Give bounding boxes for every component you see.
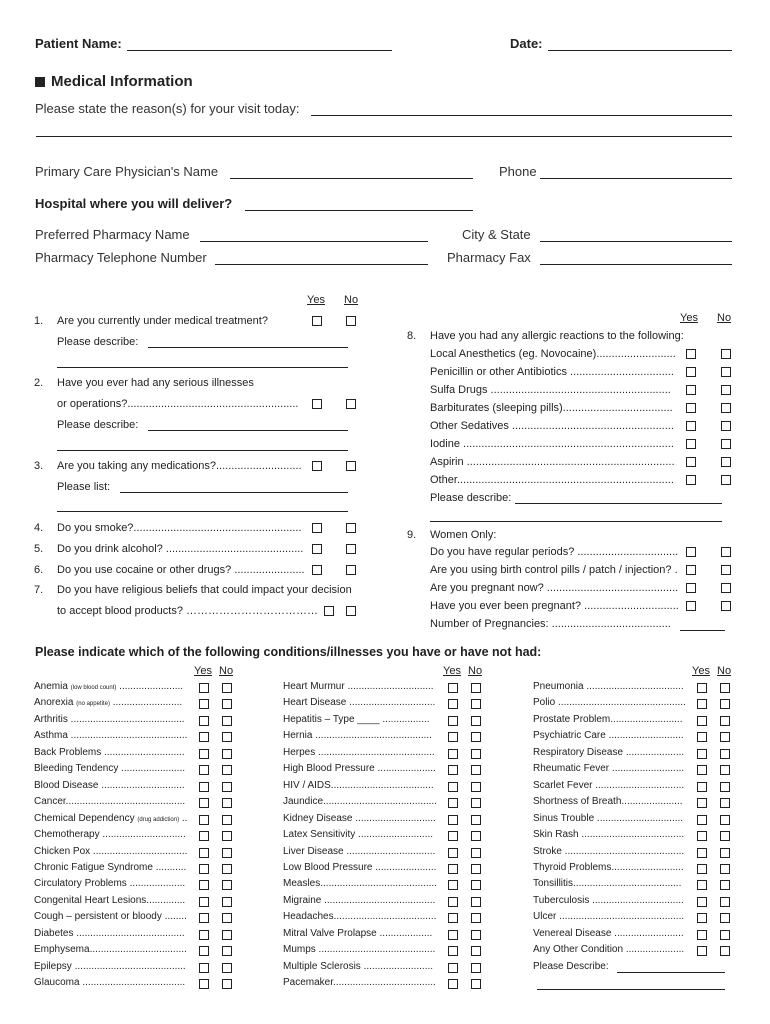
q6-number: 6.	[34, 564, 44, 576]
women-no-checkbox[interactable]	[721, 601, 731, 611]
allergy-no-checkbox[interactable]	[721, 367, 731, 377]
q5-number: 5.	[34, 543, 44, 555]
condition-no-checkbox[interactable]	[471, 963, 481, 973]
q8-text: Have you had any allergic reactions to the following:	[430, 330, 684, 342]
q1-yes-checkbox[interactable]	[312, 316, 322, 326]
condition-yes-checkbox[interactable]	[697, 864, 707, 874]
condition-no-checkbox[interactable]	[720, 732, 730, 742]
condition-label: Prostate Problem..........................	[533, 713, 683, 725]
condition-yes-checkbox[interactable]	[697, 732, 707, 742]
q7-text-b: to accept blood products? ………………………………	[57, 605, 319, 617]
condition-yes-checkbox[interactable]	[448, 979, 458, 989]
condition-yes-checkbox[interactable]	[448, 963, 458, 973]
condition-yes-checkbox[interactable]	[199, 798, 209, 808]
allergy-no-checkbox[interactable]	[721, 457, 731, 467]
q2-text-a: Have you ever had any serious illnesses	[57, 377, 254, 389]
phone-label: Phone	[499, 164, 537, 179]
condition-no-checkbox[interactable]	[720, 782, 730, 792]
condition-yes-checkbox[interactable]	[697, 913, 707, 923]
allergy-describe-field-1[interactable]	[515, 503, 722, 504]
q4-no-checkbox[interactable]	[346, 523, 356, 533]
condition-no-checkbox[interactable]	[471, 749, 481, 759]
no-header-left: No	[344, 294, 359, 306]
condition-yes-checkbox[interactable]	[199, 831, 209, 841]
condition-yes-checkbox[interactable]	[697, 831, 707, 841]
condition-no-checkbox[interactable]	[720, 798, 730, 808]
hospital-label: Hospital where you will deliver?	[35, 196, 233, 211]
condition-label: Pacemaker.....................................	[283, 977, 436, 989]
condition-no-checkbox[interactable]	[471, 831, 481, 841]
city-state-field[interactable]	[540, 241, 732, 242]
condition-yes-checkbox[interactable]	[199, 749, 209, 759]
condition-label: Venereal Disease .........................	[533, 927, 684, 939]
reason-field-2[interactable]	[36, 136, 732, 137]
condition-yes-checkbox[interactable]	[448, 897, 458, 907]
condition-no-checkbox[interactable]	[720, 848, 730, 858]
condition-yes-checkbox[interactable]	[448, 880, 458, 890]
condition-yes-checkbox[interactable]	[199, 946, 209, 956]
condition-no-checkbox[interactable]	[471, 880, 481, 890]
condition-no-checkbox[interactable]	[222, 699, 232, 709]
condition-yes-checkbox[interactable]	[448, 798, 458, 808]
condition-yes-checkbox[interactable]	[697, 716, 707, 726]
q6-no-checkbox[interactable]	[346, 565, 356, 575]
condition-label: Anorexia (no appetite) .........................	[34, 697, 183, 709]
condition-yes-checkbox[interactable]	[697, 880, 707, 890]
condition-no-checkbox[interactable]	[222, 765, 232, 775]
yes-header-col2: Yes	[443, 665, 461, 677]
condition-label: Circulatory Problems ....................	[34, 878, 186, 890]
condition-no-checkbox[interactable]	[222, 930, 232, 940]
reason-field-1[interactable]	[311, 115, 732, 116]
condition-no-checkbox[interactable]	[222, 798, 232, 808]
condition-no-checkbox[interactable]	[720, 913, 730, 923]
patient-name-field[interactable]	[127, 50, 392, 51]
condition-no-checkbox[interactable]	[720, 946, 730, 956]
condition-label: Respiratory Disease .....................	[533, 746, 685, 758]
condition-label: Asthma ..........................................	[34, 730, 188, 742]
condition-no-checkbox[interactable]	[222, 732, 232, 742]
condition-label: Migraine ........................................	[283, 894, 436, 906]
condition-label: Scarlet Fever ................................	[533, 779, 685, 791]
q2-no-checkbox[interactable]	[346, 399, 356, 409]
q4-number: 4.	[34, 522, 44, 534]
allergy-no-checkbox[interactable]	[721, 385, 731, 395]
condition-no-checkbox[interactable]	[471, 897, 481, 907]
condition-yes-checkbox[interactable]	[448, 765, 458, 775]
q3-no-checkbox[interactable]	[346, 461, 356, 471]
condition-no-checkbox[interactable]	[471, 683, 481, 693]
q2-yes-checkbox[interactable]	[312, 399, 322, 409]
condition-label: Polio ..............................................	[533, 697, 686, 709]
condition-yes-checkbox[interactable]	[448, 732, 458, 742]
condition-yes-checkbox[interactable]	[448, 930, 458, 940]
condition-yes-checkbox[interactable]	[697, 897, 707, 907]
allergy-yes-checkbox[interactable]	[686, 403, 696, 413]
q4-yes-checkbox[interactable]	[312, 523, 322, 533]
pregnancies-count-field[interactable]	[680, 630, 725, 631]
condition-no-checkbox[interactable]	[222, 946, 232, 956]
condition-label: Hepatitis – Type ____ .................	[283, 713, 430, 725]
condition-label: High Blood Pressure .....................	[283, 763, 436, 775]
pharmacy-phone-label: Pharmacy Telephone Number	[35, 250, 207, 265]
condition-no-checkbox[interactable]	[720, 815, 730, 825]
condition-no-checkbox[interactable]	[222, 749, 232, 759]
other-describe-field-1[interactable]	[617, 972, 725, 973]
condition-no-checkbox[interactable]	[720, 716, 730, 726]
women-item-label: Do you have regular periods? .................................	[430, 546, 679, 558]
condition-yes-checkbox[interactable]	[199, 815, 209, 825]
condition-no-checkbox[interactable]	[720, 699, 730, 709]
condition-label: Epilepsy ........................................	[34, 960, 186, 972]
q3-list-label: Please list:	[57, 481, 111, 493]
allergy-item-label: Iodine .....................................................................	[430, 438, 674, 450]
women-yes-checkbox[interactable]	[686, 547, 696, 557]
no-header-col3: No	[717, 665, 732, 677]
condition-no-checkbox[interactable]	[720, 880, 730, 890]
allergy-yes-checkbox[interactable]	[686, 457, 696, 467]
condition-label: Multiple Sclerosis .........................	[283, 960, 434, 972]
pharmacy-phone-field[interactable]	[215, 264, 428, 265]
condition-label: Tuberculosis .................................	[533, 894, 684, 906]
condition-label: Congenital Heart Lesions..............	[34, 894, 186, 906]
condition-yes-checkbox[interactable]	[448, 815, 458, 825]
q1-no-checkbox[interactable]	[346, 316, 356, 326]
yes-header-left: Yes	[307, 294, 325, 306]
condition-yes-checkbox[interactable]	[199, 897, 209, 907]
reason-label: Please state the reason(s) for your visit today:	[35, 101, 300, 116]
condition-label: Chemical Dependency (drug addiction) ..	[34, 812, 188, 824]
condition-no-checkbox[interactable]	[222, 913, 232, 923]
condition-yes-checkbox[interactable]	[697, 699, 707, 709]
condition-yes-checkbox[interactable]	[448, 782, 458, 792]
q2-text-b: or operations?........................................................	[57, 398, 299, 410]
allergy-no-checkbox[interactable]	[721, 349, 731, 359]
allergy-yes-checkbox[interactable]	[686, 475, 696, 485]
condition-yes-checkbox[interactable]	[448, 946, 458, 956]
condition-label: Blood Disease ..............................	[34, 779, 185, 791]
q8-number: 8.	[407, 330, 417, 342]
condition-label: Chemotherapy ..............................	[34, 829, 186, 841]
condition-no-checkbox[interactable]	[471, 930, 481, 940]
condition-yes-checkbox[interactable]	[199, 913, 209, 923]
q9-number: 9.	[407, 529, 417, 541]
condition-yes-checkbox[interactable]	[448, 848, 458, 858]
condition-no-checkbox[interactable]	[471, 864, 481, 874]
q1-text: Are you currently under medical treatment?	[57, 315, 268, 327]
condition-label: Tonsillitis.......................................	[533, 878, 682, 890]
no-header-right: No	[717, 312, 732, 324]
condition-yes-checkbox[interactable]	[697, 782, 707, 792]
condition-yes-checkbox[interactable]	[199, 765, 209, 775]
condition-label: Anemia (low blood count) .......................	[34, 681, 184, 692]
q3-list-field-2[interactable]	[57, 511, 348, 512]
condition-no-checkbox[interactable]	[720, 864, 730, 874]
women-no-checkbox[interactable]	[721, 547, 731, 557]
condition-label: Headaches.....................................	[283, 911, 437, 923]
condition-no-checkbox[interactable]	[222, 848, 232, 858]
allergy-no-checkbox[interactable]	[721, 439, 731, 449]
condition-no-checkbox[interactable]	[720, 683, 730, 693]
condition-no-checkbox[interactable]	[471, 798, 481, 808]
q7-yes-checkbox[interactable]	[324, 606, 334, 616]
q4-text: Do you smoke?.......................................................	[57, 522, 302, 534]
condition-yes-checkbox[interactable]	[448, 683, 458, 693]
allergy-yes-checkbox[interactable]	[686, 349, 696, 359]
condition-label: Arthritis .........................................	[34, 713, 185, 725]
condition-no-checkbox[interactable]	[471, 699, 481, 709]
pharmacy-fax-field[interactable]	[540, 264, 732, 265]
condition-label: Low Blood Pressure ......................	[283, 861, 437, 873]
section-bullet-icon	[35, 77, 45, 87]
condition-label: Diabetes .......................................	[34, 927, 185, 939]
allergy-no-checkbox[interactable]	[721, 421, 731, 431]
q7-text-a: Do you have religious beliefs that could impact your decision	[57, 584, 352, 596]
q6-text: Do you use cocaine or other drugs? .......................	[57, 564, 305, 576]
condition-label: Cough – persistent or bloody ........	[34, 911, 187, 923]
women-no-checkbox[interactable]	[721, 565, 731, 575]
no-header-col2: No	[468, 665, 483, 677]
allergy-item-label: Other Sedatives .....................................................	[430, 420, 674, 432]
date-field[interactable]	[548, 50, 732, 51]
q1-describe-field-1[interactable]	[148, 347, 348, 348]
q1-describe-field-2[interactable]	[57, 367, 348, 368]
condition-no-checkbox[interactable]	[471, 782, 481, 792]
condition-label: Measles..........................................	[283, 878, 437, 890]
condition-label: Hernia ..........................................	[283, 730, 432, 742]
condition-label: Chicken Pox ..................................	[34, 845, 188, 857]
condition-label: Rheumatic Fever ..........................	[533, 763, 685, 775]
condition-label: Heart Disease ...............................	[283, 697, 436, 709]
condition-yes-checkbox[interactable]	[199, 880, 209, 890]
condition-label: Kidney Disease .............................	[283, 812, 436, 824]
condition-yes-checkbox[interactable]	[697, 683, 707, 693]
allergy-item-label: Local Anesthetics (eg. Novocaine)..........................	[430, 348, 676, 360]
date-label: Date:	[510, 36, 543, 51]
condition-no-checkbox[interactable]	[471, 716, 481, 726]
condition-no-checkbox[interactable]	[222, 864, 232, 874]
condition-label: Pneumonia ...................................	[533, 681, 684, 692]
condition-label: Emphysema...................................	[34, 944, 187, 956]
allergy-no-checkbox[interactable]	[721, 475, 731, 485]
condition-no-checkbox[interactable]	[471, 946, 481, 956]
condition-no-checkbox[interactable]	[471, 765, 481, 775]
no-header-col1: No	[219, 665, 234, 677]
condition-no-checkbox[interactable]	[222, 979, 232, 989]
condition-yes-checkbox[interactable]	[199, 848, 209, 858]
condition-yes-checkbox[interactable]	[199, 716, 209, 726]
phone-field[interactable]	[540, 178, 732, 179]
allergy-item-label: Barbiturates (sleeping pills)....................................	[430, 402, 673, 414]
condition-no-checkbox[interactable]	[471, 913, 481, 923]
q9-text: Women Only:	[430, 529, 497, 541]
condition-yes-checkbox[interactable]	[199, 782, 209, 792]
condition-label: Sinus Trouble ...............................	[533, 812, 684, 824]
condition-label: Latex Sensitivity ...........................	[283, 829, 434, 841]
condition-no-checkbox[interactable]	[222, 716, 232, 726]
condition-no-checkbox[interactable]	[471, 815, 481, 825]
condition-label: Liver Disease ................................	[283, 845, 436, 857]
allergy-item-label: Sulfa Drugs ...........................................................	[430, 384, 671, 396]
condition-label: Jaundice.........................................	[283, 796, 437, 808]
condition-yes-checkbox[interactable]	[199, 699, 209, 709]
condition-yes-checkbox[interactable]	[697, 798, 707, 808]
section-title: Medical Information	[51, 73, 193, 90]
condition-label: Psychiatric Care ...........................	[533, 730, 684, 742]
patient-name-label: Patient Name:	[35, 36, 122, 51]
condition-no-checkbox[interactable]	[471, 732, 481, 742]
condition-yes-checkbox[interactable]	[199, 864, 209, 874]
condition-label: Skin Rash .....................................	[533, 829, 685, 841]
q3-yes-checkbox[interactable]	[312, 461, 322, 471]
allergy-describe-field-2[interactable]	[430, 521, 722, 522]
condition-yes-checkbox[interactable]	[448, 864, 458, 874]
women-yes-checkbox[interactable]	[686, 583, 696, 593]
q5-text: Do you drink alcohol? .............................................	[57, 543, 304, 555]
city-state-label: City & State	[462, 227, 531, 242]
condition-yes-checkbox[interactable]	[697, 749, 707, 759]
allergy-yes-checkbox[interactable]	[686, 367, 696, 377]
q3-list-field-1[interactable]	[120, 492, 348, 493]
yes-header-col3: Yes	[692, 665, 710, 677]
women-item-label: Have you ever been pregnant? ...............................	[430, 600, 679, 612]
conditions-heading: Please indicate which of the following conditions/illnesses you have or have not had:	[35, 645, 542, 659]
pcp-field[interactable]	[230, 178, 473, 179]
condition-label: Please Describe:	[533, 960, 609, 972]
condition-no-checkbox[interactable]	[222, 963, 232, 973]
yes-header-col1: Yes	[194, 665, 212, 677]
condition-yes-checkbox[interactable]	[199, 979, 209, 989]
condition-label: Mitral Valve Prolapse ...................	[283, 927, 433, 939]
condition-label: Cancer...........................................	[34, 796, 186, 808]
condition-label: Chronic Fatigue Syndrome ...........	[34, 861, 187, 873]
condition-yes-checkbox[interactable]	[448, 913, 458, 923]
q5-no-checkbox[interactable]	[346, 544, 356, 554]
condition-yes-checkbox[interactable]	[448, 831, 458, 841]
q2-describe-label: Please describe:	[57, 419, 139, 431]
condition-label: Any Other Condition .....................	[533, 944, 685, 956]
condition-label: Heart Murmur ...............................	[283, 681, 434, 692]
condition-label: Ulcer .............................................	[533, 911, 685, 923]
yes-header-right: Yes	[680, 312, 698, 324]
condition-yes-checkbox[interactable]	[199, 732, 209, 742]
q6-yes-checkbox[interactable]	[312, 565, 322, 575]
q3-text: Are you taking any medications?............................	[57, 460, 302, 472]
condition-no-checkbox[interactable]	[720, 930, 730, 940]
women-item-label: Are you using birth control pills / patch / injection? .	[430, 564, 678, 576]
q2-number: 2.	[34, 377, 44, 389]
condition-no-checkbox[interactable]	[222, 831, 232, 841]
allergy-item-label: Penicillin or other Antibiotics ..................................	[430, 366, 674, 378]
condition-no-checkbox[interactable]	[222, 897, 232, 907]
pharmacy-fax-label: Pharmacy Fax	[447, 250, 531, 265]
allergy-item-label: Other.......................................................................	[430, 474, 674, 486]
q2-describe-field-2[interactable]	[57, 450, 348, 451]
condition-no-checkbox[interactable]	[471, 979, 481, 989]
pharmacy-label: Preferred Pharmacy Name	[35, 227, 190, 242]
women-yes-checkbox[interactable]	[686, 601, 696, 611]
condition-no-checkbox[interactable]	[222, 683, 232, 693]
condition-no-checkbox[interactable]	[471, 848, 481, 858]
pcp-label: Primary Care Physician's Name	[35, 164, 219, 179]
condition-label: Back Problems .............................	[34, 746, 185, 758]
q5-yes-checkbox[interactable]	[312, 544, 322, 554]
women-item-label: Are you pregnant now? ...........................................	[430, 582, 679, 594]
women-item-label: Number of Pregnancies: .......................................	[430, 618, 671, 630]
condition-no-checkbox[interactable]	[222, 782, 232, 792]
condition-yes-checkbox[interactable]	[199, 683, 209, 693]
women-yes-checkbox[interactable]	[686, 565, 696, 575]
condition-no-checkbox[interactable]	[720, 831, 730, 841]
pharmacy-field[interactable]	[200, 241, 428, 242]
hospital-field[interactable]	[245, 210, 473, 211]
condition-label: Stroke ...........................................	[533, 845, 685, 857]
allergy-yes-checkbox[interactable]	[686, 385, 696, 395]
condition-label: Herpes ..........................................	[283, 746, 435, 758]
condition-yes-checkbox[interactable]	[448, 749, 458, 759]
allergy-no-checkbox[interactable]	[721, 403, 731, 413]
q7-number: 7.	[34, 584, 44, 596]
condition-yes-checkbox[interactable]	[697, 930, 707, 940]
condition-yes-checkbox[interactable]	[199, 963, 209, 973]
condition-yes-checkbox[interactable]	[448, 716, 458, 726]
other-describe-field-2[interactable]	[537, 989, 725, 990]
q1-describe-label: Please describe:	[57, 336, 139, 348]
q3-number: 3.	[34, 460, 44, 472]
condition-yes-checkbox[interactable]	[697, 815, 707, 825]
condition-yes-checkbox[interactable]	[697, 946, 707, 956]
allergy-yes-checkbox[interactable]	[686, 421, 696, 431]
condition-label: Bleeding Tendency .......................	[34, 763, 186, 775]
women-no-checkbox[interactable]	[721, 583, 731, 593]
condition-no-checkbox[interactable]	[222, 815, 232, 825]
condition-yes-checkbox[interactable]	[448, 699, 458, 709]
allergy-item-label: Please describe:	[430, 492, 512, 504]
condition-yes-checkbox[interactable]	[199, 930, 209, 940]
condition-yes-checkbox[interactable]	[697, 765, 707, 775]
condition-no-checkbox[interactable]	[720, 765, 730, 775]
condition-label: Glaucoma .....................................	[34, 977, 186, 989]
condition-label: Mumps ..........................................	[283, 944, 436, 956]
allergy-item-label: Aspirin ....................................................................	[430, 456, 675, 468]
q2-describe-field-1[interactable]	[148, 430, 348, 431]
q1-number: 1.	[34, 315, 44, 327]
q7-no-checkbox[interactable]	[346, 606, 356, 616]
condition-no-checkbox[interactable]	[720, 897, 730, 907]
condition-label: Thyroid Problems..........................	[533, 861, 684, 873]
allergy-yes-checkbox[interactable]	[686, 439, 696, 449]
condition-label: Shortness of Breath......................	[533, 796, 683, 808]
condition-no-checkbox[interactable]	[222, 880, 232, 890]
condition-label: HIV / AIDS.....................................	[283, 779, 434, 791]
condition-no-checkbox[interactable]	[720, 749, 730, 759]
condition-yes-checkbox[interactable]	[697, 848, 707, 858]
